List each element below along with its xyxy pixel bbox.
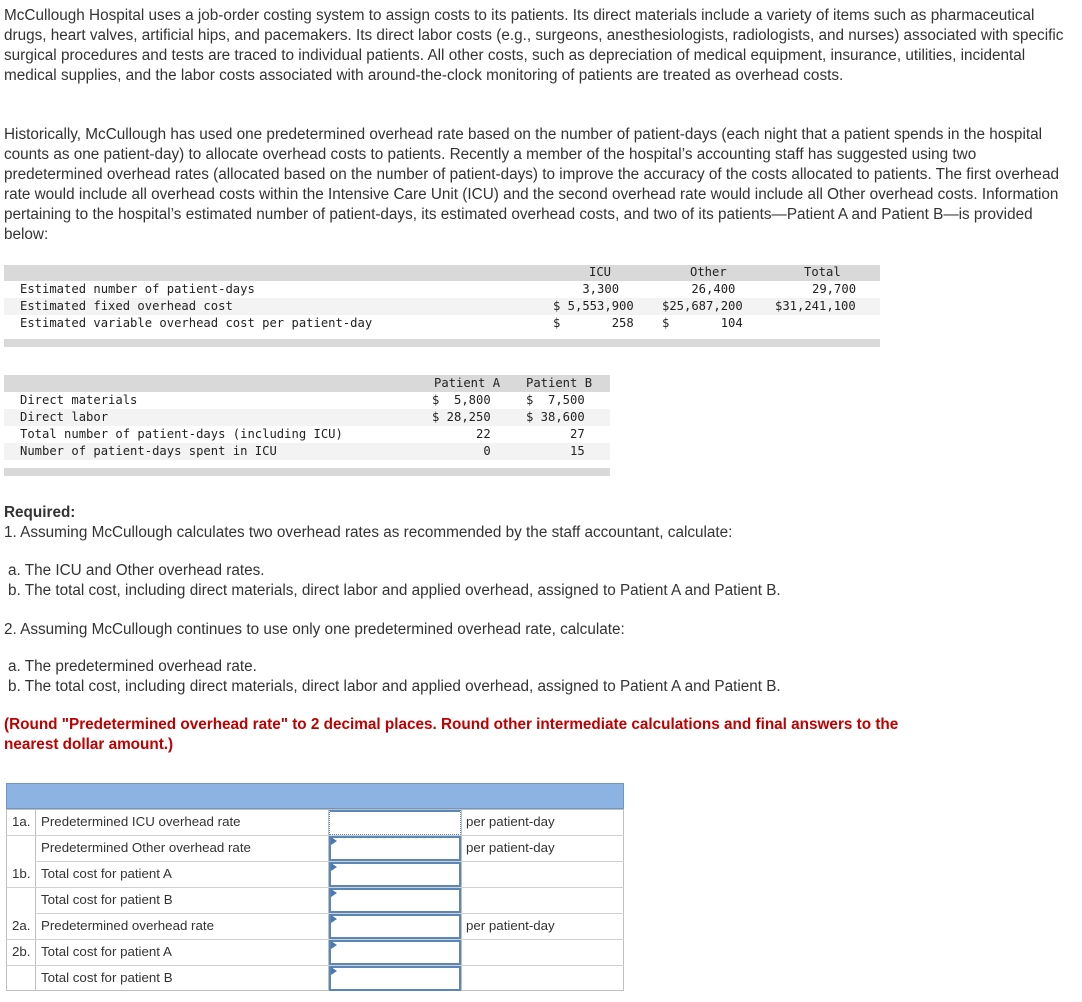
icu-rate-input[interactable]	[329, 810, 461, 835]
t1-icu-value: $ 258	[553, 316, 634, 330]
t2-a-value: 0	[432, 444, 491, 458]
t1-icu-value: $ 5,553,900	[553, 299, 634, 313]
total-cost-b-single-input[interactable]	[329, 966, 461, 991]
row-number: 2b.	[12, 944, 31, 959]
row-number: 2a.	[12, 918, 31, 933]
question-2b: b. The total cost, including direct materials, direct labor and applied overhead, assigned to Patient A and Patient B.	[8, 678, 781, 695]
row-label: Predetermined ICU overhead rate	[41, 814, 241, 829]
t1-other-value: $ 104	[662, 316, 743, 330]
row-number: 1a.	[12, 814, 31, 829]
t1-icu-value: 3,300	[553, 282, 620, 296]
input-marker-icon	[331, 941, 337, 949]
row-unit: per patient-day	[466, 840, 555, 855]
rounding-instructions: (Round "Predetermined overhead rate" to 2 decimal places. Round other intermediate calculations and final answers to the	[4, 716, 899, 733]
total-cost-b-input[interactable]	[329, 888, 461, 913]
t2-a-value: $ 5,800	[432, 393, 491, 407]
other-rate-input[interactable]	[329, 836, 461, 861]
input-marker-icon	[331, 915, 337, 923]
required-heading: Required:	[4, 504, 76, 521]
intro-paragraph: McCullough Hospital uses a job-order costing system to assign costs to its patients. Its direct materials include a variety of items such as pharmaceutical drugs, heart valves, artificial hips, and pacemakers. Its direct labor costs (e.g., surgeons, anesthesiologists, radiologists, and nurses) associated with specific surgical procedures and tests are traced to individual patients. All other costs, such as depreciation of medical equipment, insurance, utilities, incidental medical supplies, and the labor costs associated with around-the-clock monitoring of patients are treated as overhead costs.	[4, 7, 1064, 84]
t1-total-value: $31,241,100	[775, 299, 856, 313]
row-label: Total cost for patient A	[41, 944, 172, 959]
t2-row-label: Number of patient-days spent in ICU	[20, 444, 277, 458]
t2-row-label: Total number of patient-days (including ICU)	[20, 427, 343, 441]
t1-row-label: Estimated number of patient-days	[20, 282, 255, 296]
t1-other-value: $25,687,200	[662, 299, 743, 313]
question-1a: a. The ICU and Other overhead rates.	[8, 562, 265, 579]
t2-row-label: Direct labor	[20, 410, 109, 424]
t2-b-value: 27	[526, 427, 585, 441]
patient-b-header: Patient B	[526, 376, 593, 390]
t1-row-label: Estimated fixed overhead cost	[20, 299, 233, 313]
total-header: Total	[804, 265, 841, 279]
t1-total-value: 29,700	[790, 282, 857, 296]
answer-grid-header	[6, 783, 624, 809]
question-2: 2. Assuming McCullough continues to use only one predetermined overhead rate, calculate:	[4, 621, 625, 638]
row-label: Predetermined Other overhead rate	[41, 840, 251, 855]
total-cost-a-input[interactable]	[329, 862, 461, 887]
single-rate-input[interactable]	[329, 914, 461, 939]
t1-other-value: 26,400	[662, 282, 736, 296]
input-marker-icon	[331, 863, 337, 871]
row-label: Total cost for patient B	[41, 970, 173, 985]
t2-b-value: $ 38,600	[526, 410, 585, 424]
other-header: Other	[690, 265, 727, 279]
t2-b-value: 15	[526, 444, 585, 458]
t2-a-value: $ 28,250	[432, 410, 491, 424]
input-marker-icon	[331, 967, 337, 975]
patient-a-header: Patient A	[434, 376, 501, 390]
rounding-instructions-cont: nearest dollar amount.)	[4, 736, 174, 753]
row-label: Predetermined overhead rate	[41, 918, 214, 933]
total-cost-a-single-input[interactable]	[329, 940, 461, 965]
t2-b-value: $ 7,500	[526, 393, 585, 407]
row-label: Total cost for patient B	[41, 892, 173, 907]
t2-a-value: 22	[432, 427, 491, 441]
question-2a: a. The predetermined overhead rate.	[8, 658, 257, 675]
question-1b: b. The total cost, including direct materials, direct labor and applied overhead, assigned to Patient A and Patient B.	[8, 582, 781, 599]
row-label: Total cost for patient A	[41, 866, 172, 881]
icu-header: ICU	[589, 265, 612, 279]
row-number: 1b.	[12, 866, 31, 881]
question-1: 1. Assuming McCullough calculates two overhead rates as recommended by the staff accountant, calculate:	[4, 524, 733, 541]
row-unit: per patient-day	[466, 918, 555, 933]
input-marker-icon	[331, 837, 337, 845]
history-paragraph: Historically, McCullough has used one predetermined overhead rate based on the number of patient-days (each night that a patient spends in the hospital counts as one patient-day) to allocate overhead costs to patients. Recently a member of the hospital’s accounting staff has suggested using two predetermined overhead rates (allocated based on the number of patient-days) to improve the accuracy of the costs allocated to patients. The first overhead rate would include all overhead costs within the Intensive Care Unit (ICU) and the second overhead rate would include all Other overhead costs. Information pertaining to the hospital’s estimated number of patient-days, its estimated overhead costs, and two of its patients—Patient A and Patient B—is provided below:	[4, 126, 1059, 243]
t2-row-label: Direct materials	[20, 393, 138, 407]
t1-row-label: Estimated variable overhead cost per patient-day	[20, 316, 373, 330]
input-marker-icon	[331, 889, 337, 897]
row-unit: per patient-day	[466, 814, 555, 829]
